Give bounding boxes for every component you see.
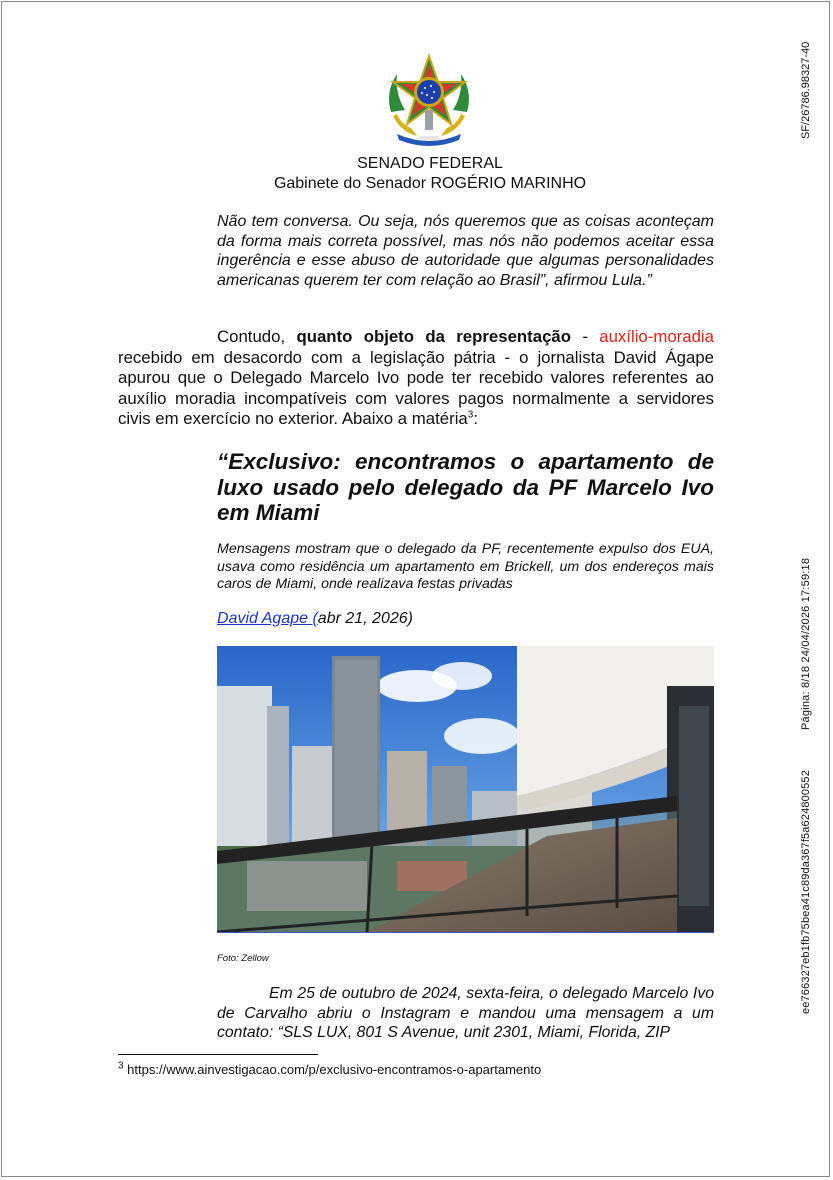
article-byline (217, 610, 413, 628)
margin-hash: ee766327eb1fb75bea41c89da367f5a624800552 (800, 770, 812, 1014)
article-paragraph (217, 984, 714, 1043)
footnote-ref[interactable]: 3 (467, 409, 474, 421)
para-lead: Contudo, (217, 327, 297, 346)
para-bold-phrase: quanto objeto da representação (296, 327, 571, 346)
footnote-divider (118, 1054, 318, 1055)
article-title: “Exclusivo: encontramos o apartamento de luxo usado pelo delegado da PF Marcelo Ivo em Miami (217, 449, 714, 525)
senator-office: Gabinete do Senador ROGÉRIO MARINHO (273, 175, 587, 192)
quoted-statement: Não tem conversa. Ou seja, nós queremos que as coisas aconteçam da forma mais correta possível, mas nós não podemos aceitar essa ingerência e esse abuso de autoridade que algumas personalidades americanas querem ter com relação ao Brasil”, afirmou Lula.” (217, 213, 714, 289)
body-paragraph (118, 327, 714, 430)
article-subtitle: Mensagens mostram que o delegado da PF, recentemente expulso dos EUA, usava como residência um apartamento em Brickell, um dos endereços mais caros de Miami, onde realizava festas privadas (217, 541, 714, 592)
author-link[interactable]: David Agape ( (217, 610, 318, 627)
footnote (118, 1062, 541, 1077)
photo-caption: Foto: Zellow (217, 953, 269, 964)
article-date: abr 21, 2026) (317, 610, 413, 627)
margin-doc-code: SF/26786.98327-40 (800, 41, 812, 139)
footnote-number: 3 (118, 1060, 124, 1072)
brazil-coat-of-arms-icon (381, 52, 477, 146)
margin-page-info: Página: 8/18 24/04/2026 17:59:18 (800, 557, 812, 730)
footnote-url[interactable]: https://www.ainvestigacao.com/p/exclusivo-encontramos-o-apartamento (123, 1062, 542, 1077)
article-photo (217, 646, 714, 933)
para-rest: recebido em desacordo com a legislação pátria - o jornalista David Ágape apurou que o Delegado Marcelo Ivo pode ter recebido valores referentes ao auxílio moradia incompatíveis com valores pagos normalmente a servidores civis em exercício no exterior. Abaixo a matéria (118, 347, 714, 428)
senate-name: SENADO FEDERAL (357, 155, 503, 172)
para-end: : (473, 409, 478, 428)
para-highlight: auxílio-moradia (599, 327, 714, 346)
para-dash: - (571, 327, 600, 346)
article-paragraph-text: Em 25 de outubro de 2024, sexta-feira, o delegado Marcelo Ivo de Carvalho abriu o Instagram e mandou uma mensagem a um contato: “SLS LUX, 801 S Avenue, unit 2301, Miami, Florida, ZIP (217, 985, 714, 1041)
